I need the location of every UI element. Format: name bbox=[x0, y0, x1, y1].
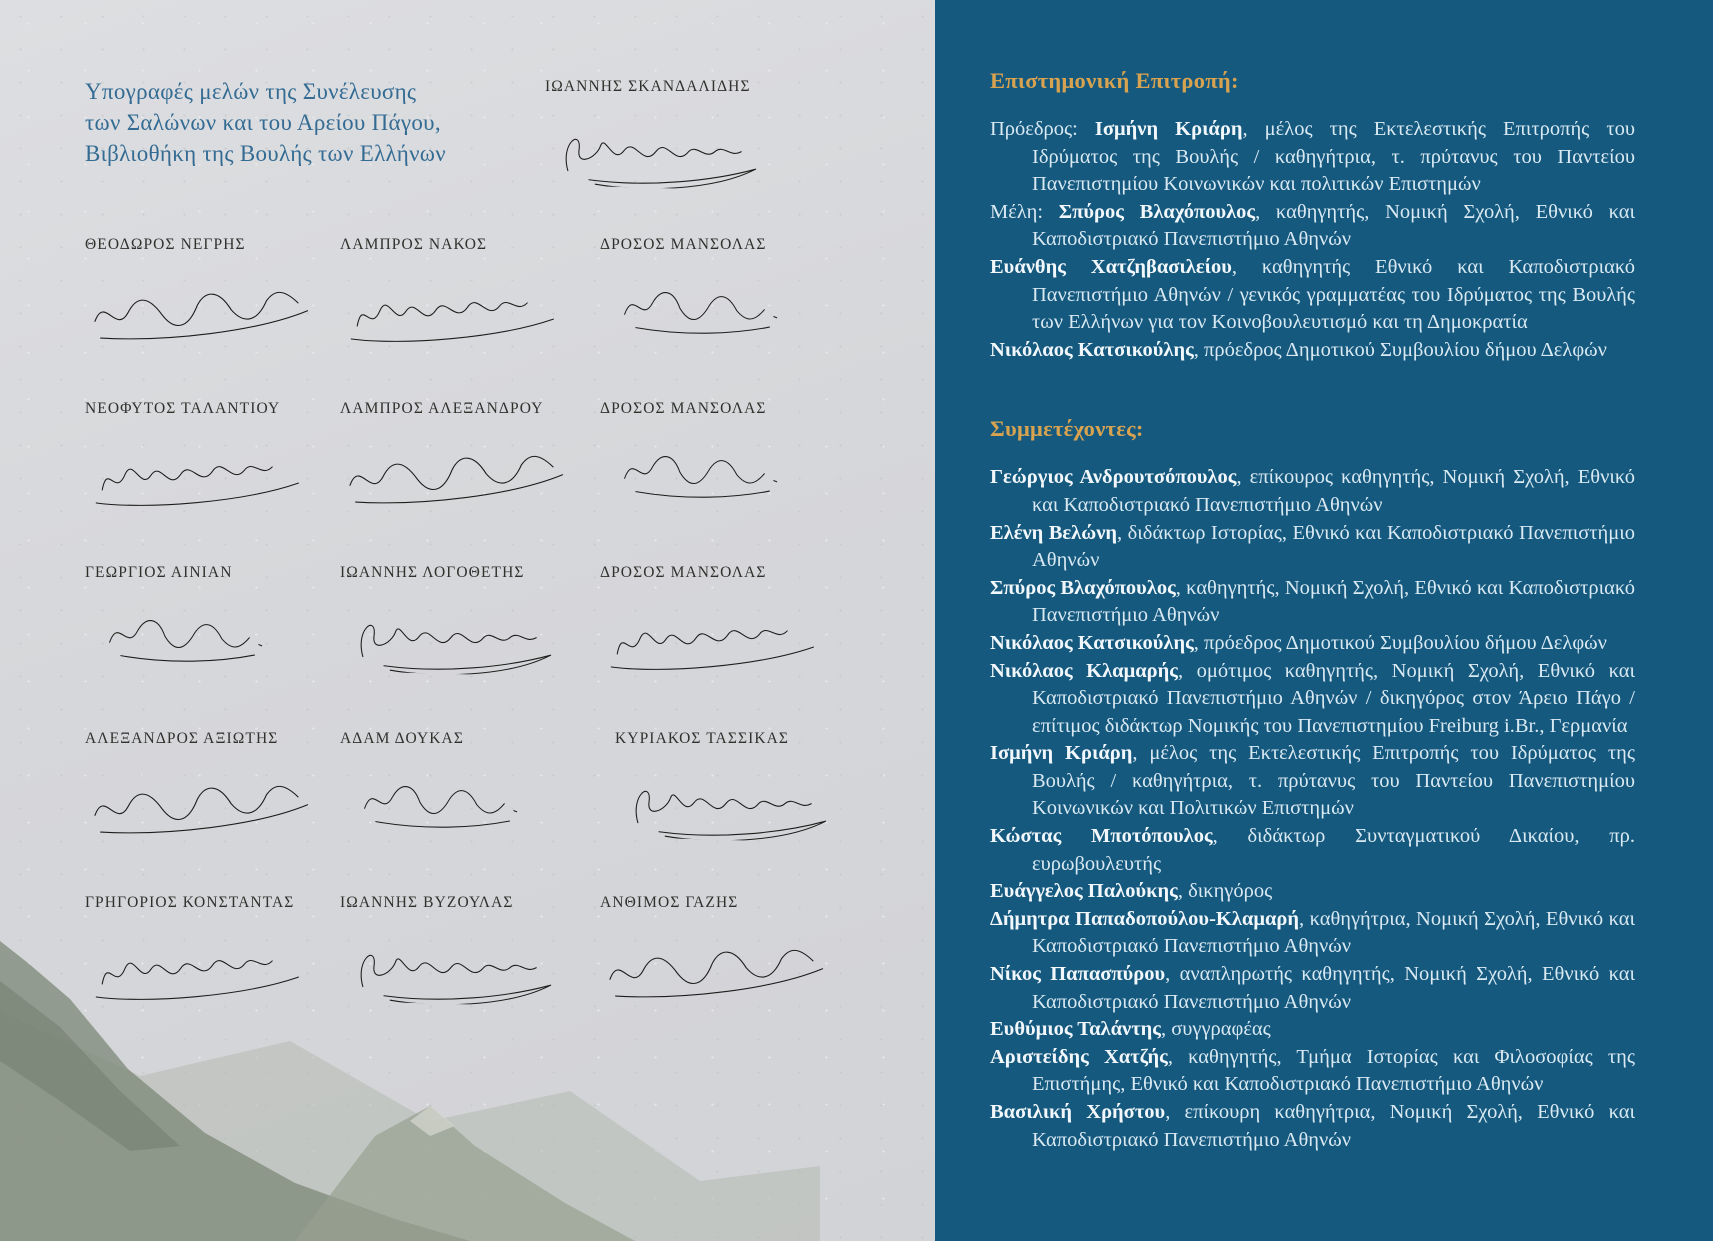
signature-block bbox=[340, 564, 596, 674]
entry-name: Δήμητρα Παπαδοπούλου-Κλαμαρή bbox=[990, 907, 1300, 930]
entry-name: Νικόλαος Κλαμαρής bbox=[990, 659, 1178, 682]
entry-name: Βασιλική Χρήστου bbox=[990, 1101, 1166, 1123]
signature-scrawl bbox=[93, 605, 307, 678]
entry-role: , επίκουρος καθηγητής, Νομική Σχολή, Εθνικό και Καποδιστριακό Πανεπιστήμιο Αθηνών bbox=[1032, 466, 1635, 516]
signature-block bbox=[85, 400, 341, 510]
signer-name: ΑΛΕΞΑΝΔΡΟΣ ΑΞΙΩΤΗΣ bbox=[85, 730, 279, 747]
signer-name: ΙΩΑΝΝΗΣ ΛΟΓΟΘΕΤΗΣ bbox=[340, 564, 525, 581]
entry-name: Κώστας Μποτόπουλος bbox=[990, 825, 1213, 848]
committee-heading: Επιστημονική Επιτροπή: bbox=[990, 68, 1239, 93]
signature-scrawl bbox=[348, 771, 562, 844]
signature-scrawl bbox=[614, 773, 846, 843]
entry-role: , δικηγόρος bbox=[1177, 880, 1273, 903]
signature-block bbox=[340, 236, 596, 346]
signature-block bbox=[600, 564, 856, 674]
signature-block bbox=[85, 564, 341, 674]
signature-block bbox=[615, 730, 871, 840]
signature-scrawl bbox=[599, 606, 831, 678]
signature-block bbox=[85, 730, 341, 840]
signature-block bbox=[545, 78, 801, 188]
entry-prefix: Μέλη: bbox=[990, 200, 1059, 223]
committee-entry bbox=[990, 199, 1635, 254]
signer-name: ΓΡΗΓΟΡΙΟΣ ΚΟΝΣΤΑΝΤΑΣ bbox=[85, 894, 295, 911]
entry-role: , καθηγητής, Νομική Σχολή, Εθνικό και Καποδιστριακό Πανεπιστήμιο Αθηνών bbox=[1032, 200, 1636, 251]
entry-role: , καθηγητής, Νομική Σχολή, Εθνικό και Καποδιστριακό Πανεπιστήμιο Αθηνών bbox=[1032, 576, 1635, 627]
signature-block bbox=[340, 894, 596, 1004]
participant-entry bbox=[990, 1044, 1635, 1099]
entry-prefix: Πρόεδρος: bbox=[990, 118, 1095, 140]
signature-block bbox=[600, 400, 856, 510]
caption-line: Βιβλιοθήκη της Βουλής των Ελλήνων bbox=[85, 141, 446, 166]
signature-scrawl bbox=[592, 932, 837, 1013]
signer-name: ΔΡΟΣΟΣ ΜΑΝΣΟΛΑΣ bbox=[600, 400, 767, 417]
entry-role: , καθηγητής Εθνικό και Καποδιστριακό Πανεπιστήμιο Αθηνών / γενικός γραμματέας του Ιδρύματος της Βουλής των Ελλήνων για τον Κοινοβουλευτισμό και τη Δημοκρατία bbox=[1032, 255, 1635, 334]
signature-block bbox=[85, 894, 341, 1004]
participant-entry bbox=[990, 740, 1635, 823]
signer-name: ΛΑΜΠΡΟΣ ΝΑΚΟΣ bbox=[340, 236, 488, 253]
signer-name: ΑΔΑΜ ΔΟΥΚΑΣ bbox=[340, 730, 464, 747]
signature-scrawl bbox=[608, 441, 822, 514]
signer-name: ΓΕΩΡΓΙΟΣ ΑΙΝΙΑΝ bbox=[85, 564, 233, 581]
participant-entry bbox=[990, 520, 1635, 575]
entry-name: Ευάνθης Χατζηβασιλείου bbox=[990, 255, 1232, 278]
entry-role: , μέλος της Εκτελεστικής Επιτροπής του Ιδρύματος της Βουλής / καθηγήτρια, τ. πρύτανυς του Παντείου Πανεπιστημίου Κοινωνικών και Πολιτικών Επιστημών bbox=[1032, 742, 1635, 820]
signature-scrawl bbox=[84, 936, 316, 1008]
entry-name: Ισμήνη Κριάρη bbox=[1094, 118, 1243, 140]
entry-name: Νίκος Παπασπύρου bbox=[990, 963, 1166, 986]
committee-entry bbox=[990, 116, 1635, 199]
signature-scrawl bbox=[77, 274, 322, 355]
entry-name: Ελένη Βελώνη bbox=[990, 521, 1118, 544]
entry-role: , διδάκτωρ Συνταγματικού Δικαίου, πρ. ευρωβουλευτής bbox=[1032, 825, 1635, 875]
signature-scrawl bbox=[339, 937, 571, 1007]
entry-role: , ομότιμος καθηγητής, Νομική Σχολή, Εθνικό και Καποδιστριακό Πανεπιστήμιο Αθηνών / δικηγόρος στον Άρειο Πάγο / επίτιμος διδάκτωρ Νομικής του Πανεπιστημίου Freiburg i.Br., Γερμανία bbox=[1032, 659, 1635, 737]
signature-block bbox=[600, 236, 856, 346]
entry-name: Γεώργιος Ανδρουτσόπουλος bbox=[990, 466, 1237, 489]
entry-name: Νικόλαος Κατσικούλης bbox=[990, 338, 1194, 361]
participant-entry bbox=[990, 658, 1635, 741]
signature-scrawl bbox=[608, 277, 822, 350]
participant-entry bbox=[990, 878, 1635, 906]
entry-name: Ευάγγελος Παλούκης bbox=[990, 880, 1178, 903]
signer-name: ΛΑΜΠΡΟΣ ΑΛΕΞΑΝΔΡΟΥ bbox=[340, 400, 544, 417]
signature-scrawl bbox=[77, 768, 322, 849]
caption-line: των Σαλώνων και του Αρείου Πάγου, bbox=[85, 110, 441, 135]
participant-entry bbox=[990, 1099, 1635, 1154]
entry-role: , πρόεδρος Δημοτικού Συμβουλίου δήμου Δελφών bbox=[1193, 631, 1607, 654]
participant-entry bbox=[990, 1016, 1635, 1044]
committee-entry bbox=[990, 337, 1635, 365]
entry-name: Σπύρος Βλαχόπουλος bbox=[1058, 200, 1256, 223]
signature-scrawl bbox=[544, 121, 776, 191]
entry-role: , καθηγήτρια, Νομική Σχολή, Εθνικό και Καποδιστριακό Πανεπιστήμιο Αθηνών bbox=[1032, 907, 1635, 958]
signer-name: ΑΝΘΙΜΟΣ ΓΑΖΗΣ bbox=[600, 894, 739, 911]
right-page bbox=[935, 0, 1713, 1241]
signer-name: ΔΡΟΣΟΣ ΜΑΝΣΟΛΑΣ bbox=[600, 236, 767, 253]
signature-block bbox=[340, 730, 596, 840]
signer-name: ΙΩΑΝΝΗΣ ΒΥΖΟΥΛΑΣ bbox=[340, 894, 514, 911]
entry-role: , συγγραφέας bbox=[1160, 1018, 1271, 1041]
signer-name: ΚΥΡΙΑΚΟΣ ΤΑΣΣΙΚΑΣ bbox=[615, 730, 790, 747]
entry-role: , καθηγητής, Τμήμα Ιστορίας και Φιλοσοφίας της Επιστήμης, Εθνικό και Καποδιστριακό Πανεπιστήμιο Αθηνών bbox=[1032, 1045, 1635, 1096]
signature-block bbox=[340, 400, 596, 510]
signer-name: ΔΡΟΣΟΣ ΜΑΝΣΟΛΑΣ bbox=[600, 564, 767, 581]
entry-name: Ευθύμιος Ταλάντης bbox=[990, 1018, 1161, 1041]
signature-scrawl bbox=[84, 442, 316, 514]
participant-entry bbox=[990, 575, 1635, 630]
caption-line: Υπογραφές μελών της Συνέλευσης bbox=[85, 79, 417, 104]
signer-name: ΘΕΟΔΩΡΟΣ ΝΕΓΡΗΣ bbox=[85, 236, 246, 253]
participant-entry bbox=[990, 823, 1635, 878]
committee-entry bbox=[990, 254, 1635, 337]
entry-role: , επίκουρη καθηγήτρια, Νομική Σχολή, Εθνικό και Καποδιστριακό Πανεπιστήμιο Αθηνών bbox=[1032, 1101, 1635, 1151]
signer-name: ΝΕΟΦΥΤΟΣ ΤΑΛΑΝΤΙΟΥ bbox=[85, 400, 281, 417]
participant-entry bbox=[990, 464, 1635, 519]
entry-role: , αναπληρωτής καθηγητής, Νομική Σχολή, Εθνικό και Καποδιστριακό Πανεπιστήμιο Αθηνών bbox=[1032, 963, 1636, 1013]
entry-role: , μέλος της Εκτελεστικής Επιτροπής του Ιδρύματος της Βουλής / καθηγήτρια, τ. πρύτανυς του Παντείου Πανεπιστημίου Κοινωνικών και πολιτικών Επιστημών bbox=[1032, 118, 1635, 196]
participants-heading: Συμμετέχοντες: bbox=[990, 416, 1144, 442]
signer-name: ΙΩΑΝΝΗΣ ΣΚΑΝΔΑΛΙΔΗΣ bbox=[545, 78, 751, 95]
entry-name: Σπύρος Βλαχόπουλος bbox=[990, 576, 1176, 599]
signature-scrawl bbox=[332, 438, 577, 519]
entry-name: Ισμήνη Κριάρη bbox=[990, 742, 1133, 765]
caption bbox=[85, 76, 485, 169]
participant-entry bbox=[990, 961, 1635, 1016]
participant-entry bbox=[990, 630, 1635, 658]
signature-scrawl bbox=[339, 278, 571, 350]
participant-entry bbox=[990, 906, 1635, 961]
signature-block bbox=[600, 894, 856, 1004]
entry-name: Αριστείδης Χατζής bbox=[990, 1045, 1168, 1068]
entry-role: , πρόεδρος Δημοτικού Συμβουλίου δήμου Δελφών bbox=[1193, 338, 1607, 361]
entry-role: , διδάκτωρ Ιστορίας, Εθνικό και Καποδιστριακό Πανεπιστήμιο Αθηνών bbox=[1032, 521, 1636, 572]
entry-name: Νικόλαος Κατσικούλης bbox=[990, 631, 1194, 654]
signature-scrawl bbox=[339, 607, 571, 677]
signature-block bbox=[85, 236, 341, 346]
